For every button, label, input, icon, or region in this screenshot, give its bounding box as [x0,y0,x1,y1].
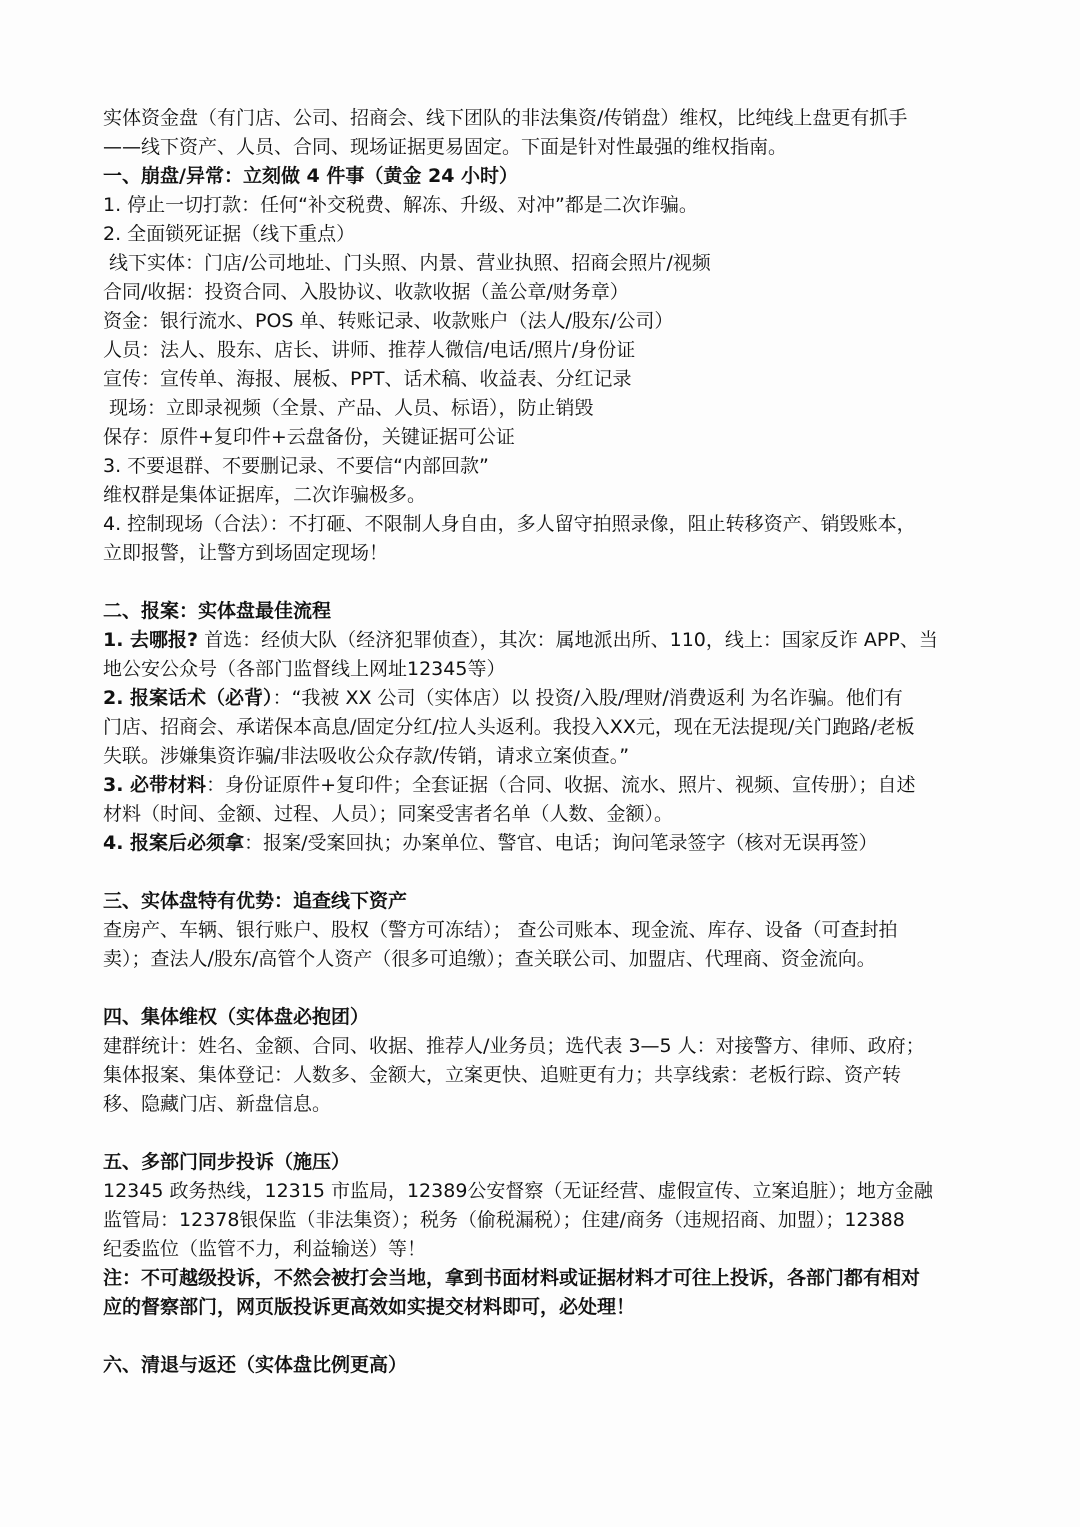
section-2-item-3 [103,771,983,800]
section-2-line: 门店、招商会、承诺保本高息/固定分红/拉人头返利。我投入XX元，现在无法提现/关门跑路/老板 [103,716,915,738]
section-4-heading: 四、集体维权（实体盘必抱团） [103,1006,370,1028]
section-1-line: 线下实体：门店/公司地址、门头照、内景、营业执照、招商会照片/视频 [109,252,711,274]
section-5-line: 12345 政务热线，12315 市监局，12389公安督察（无证经营、虚假宣传、立案追脏）；地方金融 [103,1180,933,1202]
section-spacer [103,974,983,1003]
section-spacer [103,1119,983,1148]
section-3-line: 查房产、车辆、银行账户、股权（警方可冻结）； 查公司账本、现金流、库存、设备（可查封拍 [103,919,898,941]
section-1-line: 4. 控制现场（合法）：不打砸、不限制人身自由，多人留守拍照录像，阻止转移资产、销毁账本， [103,513,916,535]
document-body [103,104,983,1380]
section-spacer [103,1322,983,1351]
section-2-item-2 [103,684,983,713]
section-1-line: 立即报警，让警方到场固定现场！ [103,542,389,564]
item-label: 4. 报案后必须拿 [103,832,245,854]
item-text: ：身份证原件+复印件；全套证据（合同、收据、流水、照片、视频、宣传册）；自述 [206,774,916,796]
item-text: ：“我被 XX 公司（实体店）以 投资/入股/理财/消费返利 为名诈骗。他们有 [272,687,903,709]
section-spacer [103,858,983,887]
section-1-heading: 一、崩盘/异常：立刻做 4 件事（黄金 24 小时） [103,165,519,187]
section-1-line: 合同/收据：投资合同、入股协议、收款收据（盖公章/财务章） [103,281,629,303]
section-5-line: 监管局：12378银保监（非法集资）；税务（偷税漏税）；住建/商务（违规招商、加盟）；12388 [103,1209,905,1231]
section-spacer [103,568,983,597]
section-2-item-4 [103,829,983,858]
intro-line: ——线下资产、人员、合同、现场证据更易固定。下面是针对性最强的维权指南。 [103,136,788,158]
section-1-line: 资金：银行流水、POS 单、转账记录、收款账户（法人/股东/公司） [103,310,674,332]
section-5-note: 注：不可越级投诉，不然会被打会当地，拿到书面材料或证据材料才可往上投诉，各部门都有相对 [103,1267,921,1289]
section-1-line: 现场：立即录视频（全景、产品、人员、标语），防止销毁 [109,397,594,419]
section-1-line: 人员：法人、股东、店长、讲师、推荐人微信/电话/照片/身份证 [103,339,636,361]
section-2-line: 失联。涉嫌集资诈骗/非法吸收公众存款/传销，请求立案侦查。” [103,745,630,767]
section-4-line: 移、隐藏门店、新盘信息。 [103,1093,332,1115]
item-label: 2. 报案话术（必背） [103,687,273,709]
section-1-line: 2. 全面锁死证据（线下重点） [103,223,356,245]
section-2-line: 材料（时间、金额、过程、人员）；同案受害者名单（人数、金额）。 [103,803,674,825]
section-1-line: 1. 停止一切打款：任何“补交税费、解冻、升级、对冲”都是二次诈骗。 [103,194,698,216]
section-1-line: 3. 不要退群、不要删记录、不要信“内部回款” [103,455,489,477]
section-2-line: 地公安公众号（各部门监督线上网址12345等） [103,658,506,680]
section-1-line: 宣传：宣传单、海报、展板、PPT、话术稿、收益表、分红记录 [103,368,632,390]
section-6-heading: 六、清退与返还（实体盘比例更高） [103,1354,408,1376]
section-4-line: 建群统计：姓名、金额、合同、收据、推荐人/业务员；选代表 3—5 人：对接警方、律师、政府； [103,1035,925,1057]
section-5-heading: 五、多部门同步投诉（施压） [103,1151,351,1173]
section-4-line: 集体报案、集体登记：人数多、金额大，立案更快、追赃更有力；共享线索：老板行踪、资产转 [103,1064,902,1086]
item-text: ：报案/受案回执；办案单位、警官、电话；询问笔录签字（核对无误再签） [244,832,878,854]
section-2-heading: 二、报案：实体盘最佳流程 [103,600,332,622]
section-2-item-1 [103,626,983,655]
section-3-line: 卖）；查法人/股东/高管个人资产（很多可追缴）；查关联公司、加盟店、代理商、资金流向。 [103,948,876,970]
section-5-note: 应的督察部门，网页版投诉更高效如实提交材料即可，必处理！ [103,1296,636,1318]
section-1-line: 维权群是集体证据库，二次诈骗极多。 [103,484,427,506]
item-label: 1. 去哪报? [103,629,199,651]
intro-line: 实体资金盘（有门店、公司、招商会、线下团队的非法集资/传销盘）维权，比纯线上盘更有抓手 [103,107,908,129]
section-3-heading: 三、实体盘特有优势：追查线下资产 [103,890,408,912]
section-1-line: 保存：原件+复印件+云盘备份，关键证据可公证 [103,426,515,448]
item-text: 首选：经侦大队（经济犯罪侦查），其次：属地派出所、110，线上：国家反诈 APP、当 [198,629,938,651]
item-label: 3. 必带材料 [103,774,207,796]
section-5-line: 纪委监位（监管不力，利益输送）等！ [103,1238,427,1260]
